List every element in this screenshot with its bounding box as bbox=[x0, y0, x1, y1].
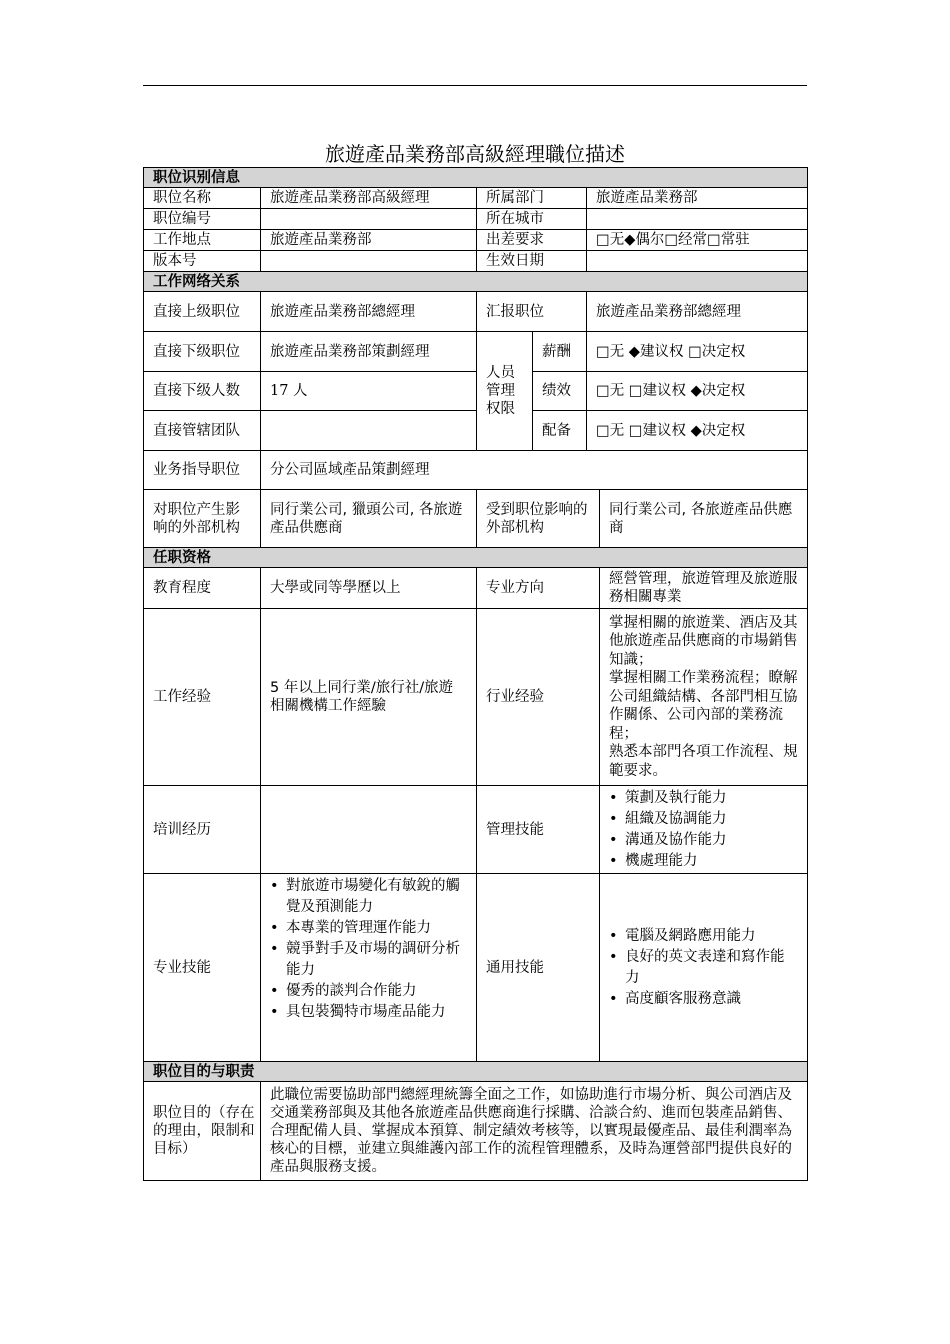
version-label: 版本号 bbox=[144, 251, 261, 272]
location-label: 工作地点 bbox=[144, 230, 261, 251]
list-item: • 電腦及網路應用能力 bbox=[609, 926, 798, 947]
perf-rights: □无 □建议权 ◆决定权 bbox=[587, 372, 808, 411]
experience-value: 5 年以上同行業/旅行社/旅遊相關機構工作經驗 bbox=[261, 609, 477, 786]
city-label: 所在城市 bbox=[477, 209, 587, 230]
version-value bbox=[261, 251, 477, 272]
section-purpose: 职位目的与职责 bbox=[144, 1062, 808, 1082]
list-item: • 優秀的談判合作能力 bbox=[270, 981, 467, 1002]
industry-line: 熟悉本部門各項工作流程、規範要求。 bbox=[609, 744, 798, 779]
industry-line: 掌握相關的旅遊業、酒店及其他旅遊產品供應商的市場銷售知識； bbox=[609, 614, 798, 668]
header-rule bbox=[143, 85, 807, 86]
sub-count-label: 直接下级人数 bbox=[144, 372, 261, 411]
salary-rights: □无 ◆建议权 □决定权 bbox=[587, 332, 808, 372]
location-value: 旅遊產品業務部 bbox=[261, 230, 477, 251]
section-identity: 职位识别信息 bbox=[144, 168, 808, 188]
mgmt-label: 管理技能 bbox=[477, 786, 600, 874]
travel-label: 出差要求 bbox=[477, 230, 587, 251]
superior-label: 直接上级职位 bbox=[144, 292, 261, 332]
external-label: 对职位产生影响的外部机构 bbox=[144, 490, 261, 548]
sub-count-value: 17 人 bbox=[261, 372, 477, 411]
salary-label: 薪酬 bbox=[533, 332, 587, 372]
purpose-text: 此職位需要協助部門總經理統籌全面之工作，如協助進行市場分析、與公司酒店及交通業務部與及其他各旅遊產品供應商進行採購、洽談合約、進而包裝產品銷售、合理配備人員、掌握成本預算、制定績效考核等，以實現最優產品、最佳利潤率為核心的目標，並建立與維護內部工作的流程管理體系，及時為運營部門提供良好的產品與服務支援。 bbox=[261, 1082, 808, 1181]
team-value bbox=[261, 411, 477, 451]
list-item: • 高度顧客服務意識 bbox=[609, 989, 798, 1010]
affected-label: 受到职位影响的外部机构 bbox=[477, 490, 600, 548]
industry-value bbox=[600, 609, 808, 786]
department-value: 旅遊產品業務部 bbox=[587, 188, 808, 209]
list-item: • 對旅遊市場變化有敏銳的觸覺及預測能力 bbox=[270, 876, 467, 918]
major-label: 专业方向 bbox=[477, 568, 600, 609]
experience-label: 工作经验 bbox=[144, 609, 261, 786]
position-no-value bbox=[261, 209, 477, 230]
list-item: • 具包裝獨特市場產品能力 bbox=[270, 1002, 467, 1023]
education-value: 大學或同等學歷以上 bbox=[261, 568, 477, 609]
report-value: 旅遊產品業務部總經理 bbox=[587, 292, 808, 332]
report-label: 汇报职位 bbox=[477, 292, 587, 332]
perf-label: 绩效 bbox=[533, 372, 587, 411]
list-item: • 競爭對手及市場的調研分析能力 bbox=[270, 939, 467, 981]
team-label: 直接管辖团队 bbox=[144, 411, 261, 451]
industry-line: 掌握相關工作業務流程；瞭解公司組織結構、各部門相互協作關係、公司內部的業務流程； bbox=[609, 670, 798, 742]
affected-value: 同行業公司, 各旅遊產品供應商 bbox=[600, 490, 808, 548]
subordinate-label: 直接下级职位 bbox=[144, 332, 261, 372]
position-name-label: 职位名称 bbox=[144, 188, 261, 209]
staffing-label: 配备 bbox=[533, 411, 587, 451]
superior-value: 旅遊產品業務部總經理 bbox=[261, 292, 477, 332]
training-value bbox=[261, 786, 477, 874]
major-value: 經營管理，旅遊管理及旅遊服務相關專業 bbox=[600, 568, 808, 609]
travel-options: □无◆偶尔□经常□常驻 bbox=[587, 230, 808, 251]
external-value: 同行業公司, 獵頭公司, 各旅遊產品供應商 bbox=[261, 490, 477, 548]
guidance-label: 业务指导职位 bbox=[144, 451, 261, 490]
guidance-value: 分公司區域產品策劃經理 bbox=[261, 451, 808, 490]
personnel-label: 人员管理权限 bbox=[477, 332, 533, 451]
list-item: • 良好的英文表達和寫作能力 bbox=[609, 947, 798, 989]
effective-label: 生效日期 bbox=[477, 251, 587, 272]
list-item: • 策劃及執行能力 bbox=[609, 788, 798, 809]
list-item: • 本專業的管理運作能力 bbox=[270, 918, 467, 939]
purpose-label: 职位目的（存在的理由，限制和目标） bbox=[144, 1082, 261, 1181]
department-label: 所属部门 bbox=[477, 188, 587, 209]
list-item: • 機處理能力 bbox=[609, 851, 798, 872]
list-item: • 溝通及協作能力 bbox=[609, 830, 798, 851]
prof-label: 专业技能 bbox=[144, 874, 261, 1062]
industry-label: 行业经验 bbox=[477, 609, 600, 786]
document-title: 旅遊產品業務部高級經理職位描述 bbox=[325, 142, 625, 166]
prof-skills bbox=[261, 874, 477, 1062]
education-label: 教育程度 bbox=[144, 568, 261, 609]
training-label: 培训经历 bbox=[144, 786, 261, 874]
general-skills bbox=[600, 874, 808, 1062]
staffing-rights: □无 □建议权 ◆决定权 bbox=[587, 411, 808, 451]
position-name-value: 旅遊產品業務部高級經理 bbox=[261, 188, 477, 209]
list-item: • 組織及協調能力 bbox=[609, 809, 798, 830]
mgmt-skills bbox=[600, 786, 808, 874]
position-no-label: 职位编号 bbox=[144, 209, 261, 230]
subordinate-value: 旅遊產品業務部策劃經理 bbox=[261, 332, 477, 372]
general-label: 通用技能 bbox=[477, 874, 600, 1062]
section-network: 工作网络关系 bbox=[144, 272, 808, 292]
job-description-table bbox=[143, 167, 808, 1181]
section-qualification: 任职资格 bbox=[144, 548, 808, 568]
effective-value bbox=[587, 251, 808, 272]
city-value bbox=[587, 209, 808, 230]
